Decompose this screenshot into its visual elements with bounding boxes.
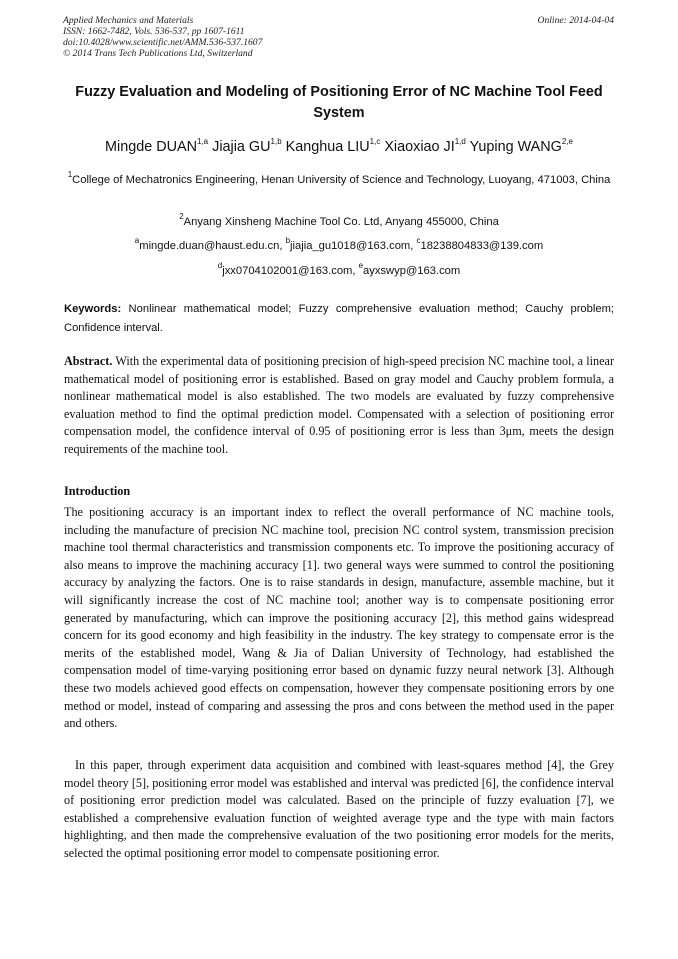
email-line-2 bbox=[66, 262, 612, 281]
email-mark: e bbox=[358, 261, 364, 271]
introduction-paragraph-1: The positioning accuracy is an important index to reflect the overall performance of NC machine tools, including the manufacture of precision NC machine tool, precision NC control system, transmission precision machine tool thermal characteristics and transmission components etc. To improve the positioning accuracy of also means to improve the machining accuracy [1]. two general ways were summed to control the positioning accuracy by analyzing the factors. One is to raise standards in design, manufacture, assemble machine, but it will significantly increase the cost of NC machine tool; another way is to compensate positioning error generated by manufacturing, which can improve the positioning accuracy [2], this method gains widespread concern for its good economy and high feasibility in the industry. The key strategy to compensate error is the merits of the established model, Wang & Jia of Dalian University of Technology, had established the compensation model of time-varying positioning error based on dynamic fuzzy neural network [3]. Although these two models achieved good effects on compensation, however they compensate positioning errors by one method or model, instead of comparing and assessing the pros and cons between the method used in the paper and others. bbox=[64, 505, 614, 731]
author-name: Xiaoxiao JI bbox=[384, 139, 455, 155]
email-address[interactable]: mingde.duan@haust.edu.cn, bbox=[139, 240, 286, 252]
author-affiliation-mark: 1,b bbox=[270, 137, 282, 147]
affiliation-mark: 1 bbox=[67, 170, 73, 180]
author-name: Yuping WANG bbox=[469, 139, 562, 155]
author-name: Mingde DUAN bbox=[105, 139, 197, 155]
journal-doi: doi:10.4028/www.scientific.net/AMM.536-537.1607 bbox=[63, 37, 263, 48]
journal-copyright: © 2014 Trans Tech Publications Ltd, Switzerland bbox=[63, 48, 253, 59]
affiliation-text: Anyang Xinsheng Machine Tool Co. Ltd, Anyang 455000, China bbox=[183, 216, 499, 228]
online-date: Online: 2014-04-04 bbox=[537, 15, 614, 26]
keywords-text: Nonlinear mathematical model; Fuzzy comprehensive evaluation method; Cauchy problem; Confidence interval. bbox=[64, 303, 614, 334]
author-name: Kanghua LIU bbox=[285, 139, 370, 155]
author-name: Jiajia GU bbox=[212, 139, 271, 155]
journal-info bbox=[63, 15, 614, 59]
affiliation-text: College of Mechatronics Engineering, Henan University of Science and Technology, Luoyang, 471003, China bbox=[72, 174, 611, 186]
affiliation-1 bbox=[66, 171, 612, 190]
email-mark: b bbox=[285, 236, 291, 246]
email-address[interactable]: ayxswyp@163.com bbox=[363, 265, 461, 277]
author-affiliation-mark: 1,d bbox=[454, 137, 466, 147]
journal-issn: ISSN: 1662-7482, Vols. 536-537, pp 1607-1611 bbox=[63, 26, 245, 37]
affiliation-mark: 2 bbox=[179, 212, 184, 222]
author-affiliation-mark: 1,a bbox=[197, 137, 209, 147]
email-mark: c bbox=[416, 236, 421, 246]
keywords-label: Keywords: bbox=[64, 303, 122, 315]
email-address[interactable]: 18238804833@139.com bbox=[420, 240, 544, 252]
introduction-paragraph-2: In this paper, through experiment data acquisition and combined with least-squares method [4], the Grey model theory [5], positioning error model was established and interval was predicted [6], the confidence interval of positioning error prediction model was calculated. Based on the principle of fuzzy evaluation [7], we established a comprehensive evaluation function of weighted average type and the type with main factors highlighting, and then made the comprehensive evaluation of the two positioning error models for the merits, selected the optimal positioning error model to compensate positioning error. bbox=[64, 758, 614, 860]
affiliation-2 bbox=[66, 213, 612, 232]
abstract-label: Abstract. bbox=[64, 354, 113, 368]
abstract-text: With the experimental data of positioning precision of high-speed precision NC machine tool, a linear mathematical model of positioning error is established. Based on gray model and Cauchy problem formula, a nonlinear mathematical model is also established. The two models are evaluated by fuzzy comprehensive evaluation method to find the optimal prediction model. Compensated with a selection of positioning error compensation model, the confidence interval of 0.95 of positioning error is less than 3μm, meets the design requirements of the machine tool. bbox=[64, 354, 614, 456]
author-affiliation-mark: 1,c bbox=[369, 137, 381, 147]
author-list bbox=[40, 137, 638, 157]
email-address[interactable]: jiajia_gu1018@163.com, bbox=[290, 240, 417, 252]
journal-name: Applied Mechanics and Materials bbox=[63, 15, 194, 26]
keywords bbox=[64, 300, 614, 338]
paper-title: Fuzzy Evaluation and Modeling of Positioning Error of NC Machine Tool Feed System bbox=[75, 84, 603, 121]
email-address[interactable]: jxx0704102001@163.com, bbox=[222, 265, 359, 277]
email-line-1 bbox=[66, 237, 612, 256]
email-mark: d bbox=[217, 261, 223, 271]
email-mark: a bbox=[134, 236, 140, 246]
journal-header bbox=[63, 15, 614, 59]
abstract bbox=[64, 353, 614, 459]
author-affiliation-mark: 2,e bbox=[561, 137, 573, 147]
section-heading-introduction: Introduction bbox=[64, 484, 131, 498]
